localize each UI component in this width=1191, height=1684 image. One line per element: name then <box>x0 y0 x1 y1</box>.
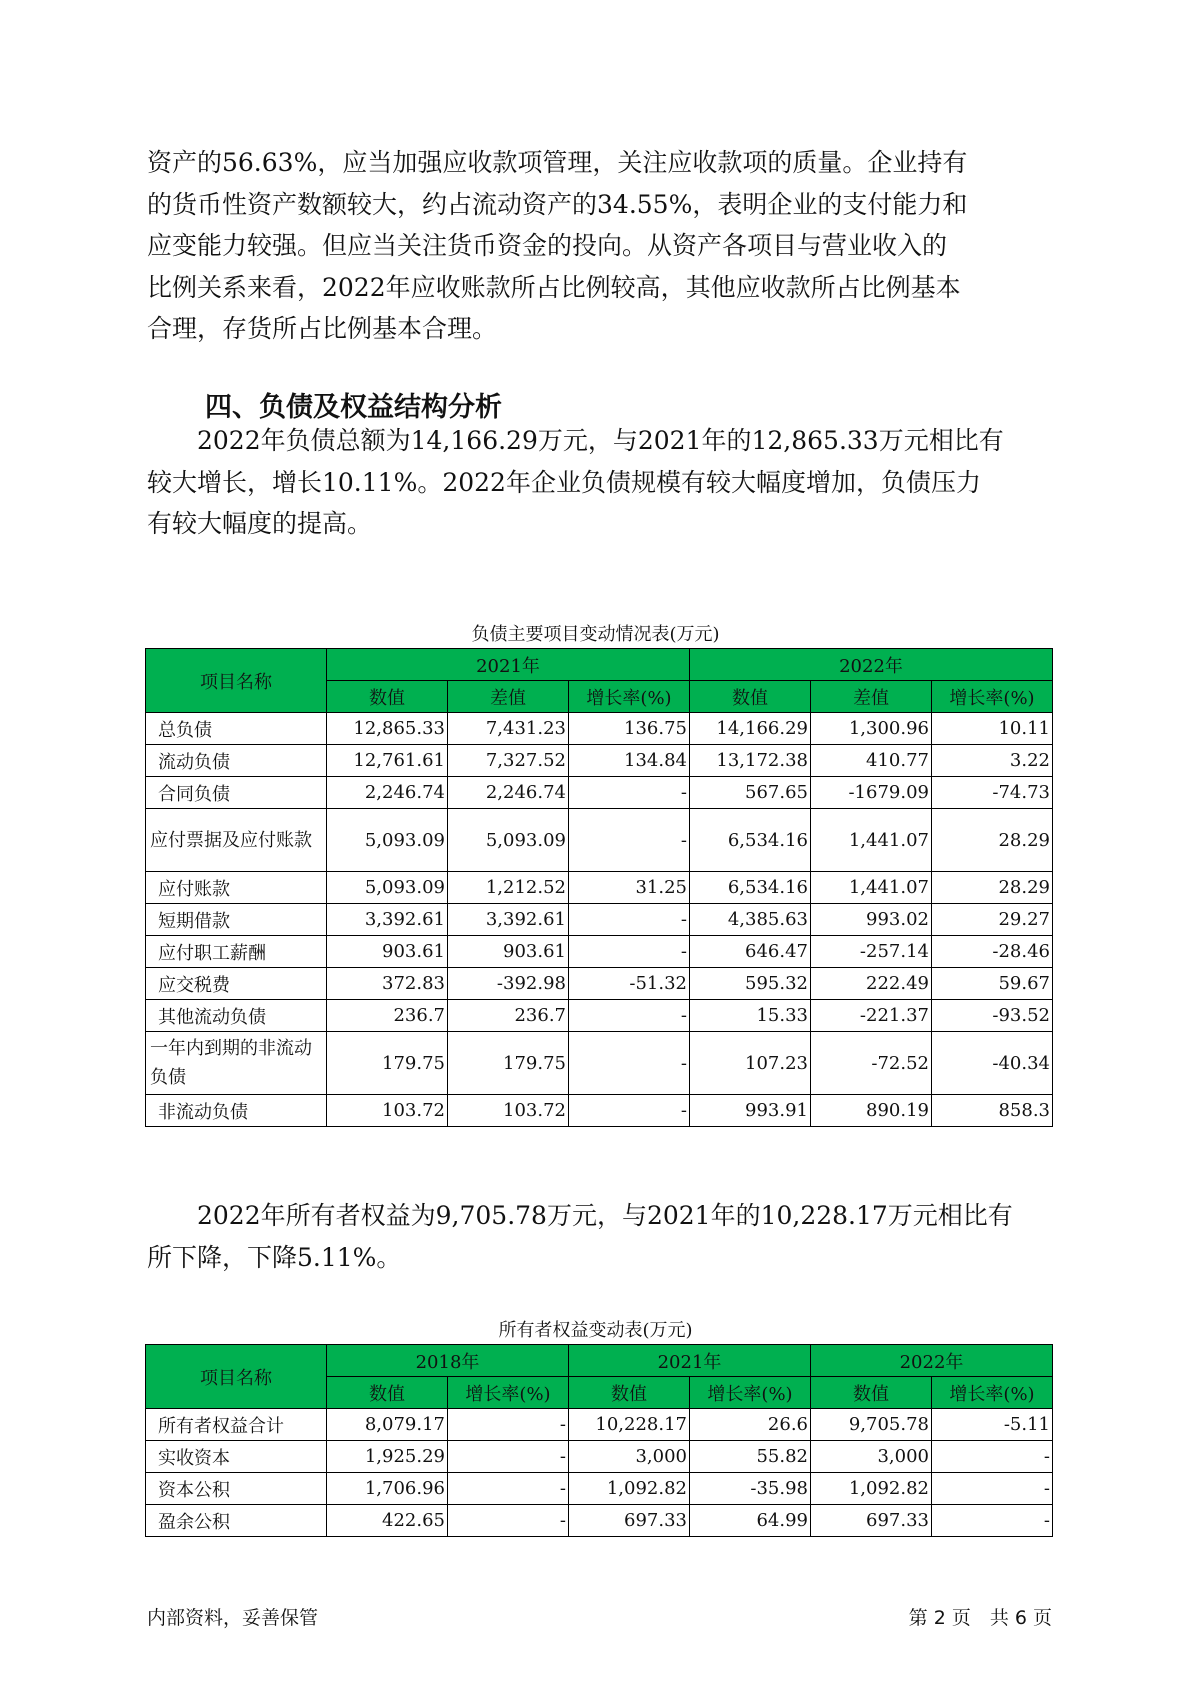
paragraph-equity <box>147 1195 1047 1278</box>
table-cell: 5,093.09 <box>327 872 448 904</box>
table-cell: 1,300.96 <box>811 713 932 745</box>
table-cell: - <box>448 1505 569 1537</box>
table-cell: 410.77 <box>811 745 932 777</box>
row-label: 非流动负债 <box>146 1095 327 1127</box>
liabilities-table <box>145 648 1053 1127</box>
table-cell: 28.29 <box>932 872 1053 904</box>
table-cell: - <box>569 936 690 968</box>
table-cell: 3,000 <box>811 1441 932 1473</box>
footer-page-number: 第 2 页 共 6 页 <box>908 1607 1052 1629</box>
row-label: 应付账款 <box>146 872 327 904</box>
row-label: 应付职工薪酬 <box>146 936 327 968</box>
column-header: 差值 <box>811 681 932 713</box>
footer-confidential-note: 内部资料，妥善保管 <box>147 1607 319 1629</box>
table-cell: -392.98 <box>448 968 569 1000</box>
table-cell: 222.49 <box>811 968 932 1000</box>
table-cell: -51.32 <box>569 968 690 1000</box>
column-header: 增长率(%) <box>448 1377 569 1409</box>
table-cell: 107.23 <box>690 1032 811 1095</box>
section-heading: 四、负债及权益结构分析 <box>205 392 502 423</box>
row-label: 一年内到期的非流动负债 <box>146 1032 327 1095</box>
row-label: 实收资本 <box>146 1441 327 1473</box>
table-cell: -28.46 <box>932 936 1053 968</box>
text-line: 资产的56.63%，应当加强应收款项管理，关注应收款项的质量。企业持有 <box>147 148 968 177</box>
table-cell: 2,246.74 <box>327 777 448 809</box>
table-cell: 179.75 <box>448 1032 569 1095</box>
table-row <box>146 872 1053 904</box>
table-cell: 697.33 <box>811 1505 932 1537</box>
table-row <box>146 936 1053 968</box>
table-cell: 1,441.07 <box>811 809 932 872</box>
table-cell: 1,441.07 <box>811 872 932 904</box>
table-cell: 6,534.16 <box>690 809 811 872</box>
table-cell: -40.34 <box>932 1032 1053 1095</box>
table-row <box>146 1032 1053 1095</box>
table-cell: 1,925.29 <box>327 1441 448 1473</box>
table-cell: 15.33 <box>690 1000 811 1032</box>
table-cell: - <box>569 1032 690 1095</box>
table-cell: - <box>569 904 690 936</box>
year-header: 2022年 <box>811 1345 1053 1377</box>
table-cell: 136.75 <box>569 713 690 745</box>
table-cell: 12,865.33 <box>327 713 448 745</box>
table-cell: 3,000 <box>569 1441 690 1473</box>
table-cell: -72.52 <box>811 1032 932 1095</box>
table-cell: 55.82 <box>690 1441 811 1473</box>
table-cell: 595.32 <box>690 968 811 1000</box>
row-label: 其他流动负债 <box>146 1000 327 1032</box>
table-cell: 13,172.38 <box>690 745 811 777</box>
table-cell: 103.72 <box>327 1095 448 1127</box>
column-header: 增长率(%) <box>932 1377 1053 1409</box>
item-name-header: 项目名称 <box>146 1345 327 1409</box>
table-cell: 993.02 <box>811 904 932 936</box>
table-cell: 903.61 <box>448 936 569 968</box>
table-row <box>146 1441 1053 1473</box>
text-line: 应变能力较强。但应当关注货币资金的投向。从资产各项目与营业收入的 <box>147 231 948 260</box>
table-caption: 所有者权益变动表(万元) <box>498 1320 693 1341</box>
table-cell: 890.19 <box>811 1095 932 1127</box>
table-cell: 14,166.29 <box>690 713 811 745</box>
text-line: 2022年负债总额为14,166.29万元，与2021年的12,865.33万元相比有 <box>147 426 1004 455</box>
table-cell: 372.83 <box>327 968 448 1000</box>
table-cell: -5.11 <box>932 1409 1053 1441</box>
table-cell: 7,431.23 <box>448 713 569 745</box>
table-cell: - <box>448 1409 569 1441</box>
year-header: 2018年 <box>327 1345 569 1377</box>
table-cell: -257.14 <box>811 936 932 968</box>
table-row <box>146 968 1053 1000</box>
row-label: 盈余公积 <box>146 1505 327 1537</box>
table-cell: -74.73 <box>932 777 1053 809</box>
text-line: 比例关系来看，2022年应收账款所占比例较高，其他应收款所占比例基本 <box>147 272 961 302</box>
table-row <box>146 1505 1053 1537</box>
table-cell: 903.61 <box>327 936 448 968</box>
table-row <box>146 1409 1053 1441</box>
table-cell: - <box>569 809 690 872</box>
table-cell: - <box>932 1505 1053 1537</box>
table-cell: 993.91 <box>690 1095 811 1127</box>
table-cell: -93.52 <box>932 1000 1053 1032</box>
table-cell: -1679.09 <box>811 777 932 809</box>
table-cell: 10,228.17 <box>569 1409 690 1441</box>
table-row <box>146 809 1053 872</box>
table-cell: - <box>448 1441 569 1473</box>
column-header: 增长率(%) <box>690 1377 811 1409</box>
text-line: 的货币性资产数额较大，约占流动资产的34.55%，表明企业的支付能力和 <box>147 189 968 219</box>
paragraph-assets-conclusion <box>147 142 1047 350</box>
table-cell: 236.7 <box>448 1000 569 1032</box>
table-cell: 5,093.09 <box>327 809 448 872</box>
text-line: 较大增长，增长10.11%。2022年企业负债规模有较大幅度增加，负债压力 <box>147 467 981 497</box>
row-label: 所有者权益合计 <box>146 1409 327 1441</box>
table-cell: 6,534.16 <box>690 872 811 904</box>
column-header: 增长率(%) <box>932 681 1053 713</box>
table-row <box>146 1473 1053 1505</box>
table-cell: 10.11 <box>932 713 1053 745</box>
text-line: 有较大幅度的提高。 <box>147 509 373 538</box>
table-cell: 1,092.82 <box>569 1473 690 1505</box>
row-label: 总负债 <box>146 713 327 745</box>
table-cell: - <box>932 1441 1053 1473</box>
table-cell: 2,246.74 <box>448 777 569 809</box>
table-cell: 567.65 <box>690 777 811 809</box>
table-cell: 3.22 <box>932 745 1053 777</box>
table-cell: 5,093.09 <box>448 809 569 872</box>
table-cell: 8,079.17 <box>327 1409 448 1441</box>
table-cell: 59.67 <box>932 968 1053 1000</box>
table-row <box>146 745 1053 777</box>
table-cell: 1,706.96 <box>327 1473 448 1505</box>
table-cell: 179.75 <box>327 1032 448 1095</box>
paragraph-liabilities <box>147 420 1047 545</box>
column-header: 差值 <box>448 681 569 713</box>
text-line: 合理，存货所占比例基本合理。 <box>147 314 498 343</box>
row-label: 合同负债 <box>146 777 327 809</box>
table-row <box>146 777 1053 809</box>
year-header: 2021年 <box>569 1345 811 1377</box>
table-row <box>146 904 1053 936</box>
table-cell: 29.27 <box>932 904 1053 936</box>
table-cell: 858.3 <box>932 1095 1053 1127</box>
table-body <box>146 1409 1053 1537</box>
table-cell: 4,385.63 <box>690 904 811 936</box>
table-row <box>146 713 1053 745</box>
table-cell: 64.99 <box>690 1505 811 1537</box>
year-header: 2021年 <box>327 649 690 681</box>
table-cell: 134.84 <box>569 745 690 777</box>
table-cell: - <box>448 1473 569 1505</box>
table-cell: 103.72 <box>448 1095 569 1127</box>
table-caption: 负债主要项目变动情况表(万元) <box>471 624 720 645</box>
item-name-header: 项目名称 <box>146 649 327 713</box>
table-cell: -35.98 <box>690 1473 811 1505</box>
table-cell: - <box>569 1000 690 1032</box>
year-header: 2022年 <box>690 649 1053 681</box>
table-cell: 31.25 <box>569 872 690 904</box>
table-cell: 646.47 <box>690 936 811 968</box>
table-cell: 9,705.78 <box>811 1409 932 1441</box>
table-cell: 1,212.52 <box>448 872 569 904</box>
equity-table <box>145 1344 1053 1537</box>
table-cell: 12,761.61 <box>327 745 448 777</box>
table-cell: - <box>932 1473 1053 1505</box>
column-header: 数值 <box>569 1377 690 1409</box>
table-cell: 422.65 <box>327 1505 448 1537</box>
table-cell: 3,392.61 <box>327 904 448 936</box>
table-cell: -221.37 <box>811 1000 932 1032</box>
text-line: 所下降，下降5.11%。 <box>147 1242 402 1272</box>
row-label: 资本公积 <box>146 1473 327 1505</box>
table-row <box>146 1000 1053 1032</box>
table-cell: 28.29 <box>932 809 1053 872</box>
row-label: 应付票据及应付账款 <box>146 809 327 872</box>
column-header: 数值 <box>327 681 448 713</box>
table-cell: 697.33 <box>569 1505 690 1537</box>
column-header: 增长率(%) <box>569 681 690 713</box>
table-cell: - <box>569 1095 690 1127</box>
row-label: 应交税费 <box>146 968 327 1000</box>
column-header: 数值 <box>327 1377 448 1409</box>
column-header: 数值 <box>690 681 811 713</box>
table-body <box>146 713 1053 1127</box>
text-line: 2022年所有者权益为9,705.78万元，与2021年的10,228.17万元相比有 <box>147 1201 1013 1230</box>
row-label: 流动负债 <box>146 745 327 777</box>
table-cell: 236.7 <box>327 1000 448 1032</box>
table-cell: 26.6 <box>690 1409 811 1441</box>
column-header: 数值 <box>811 1377 932 1409</box>
table-cell: - <box>569 777 690 809</box>
table-cell: 3,392.61 <box>448 904 569 936</box>
table-cell: 1,092.82 <box>811 1473 932 1505</box>
row-label: 短期借款 <box>146 904 327 936</box>
table-row <box>146 1095 1053 1127</box>
table-cell: 7,327.52 <box>448 745 569 777</box>
